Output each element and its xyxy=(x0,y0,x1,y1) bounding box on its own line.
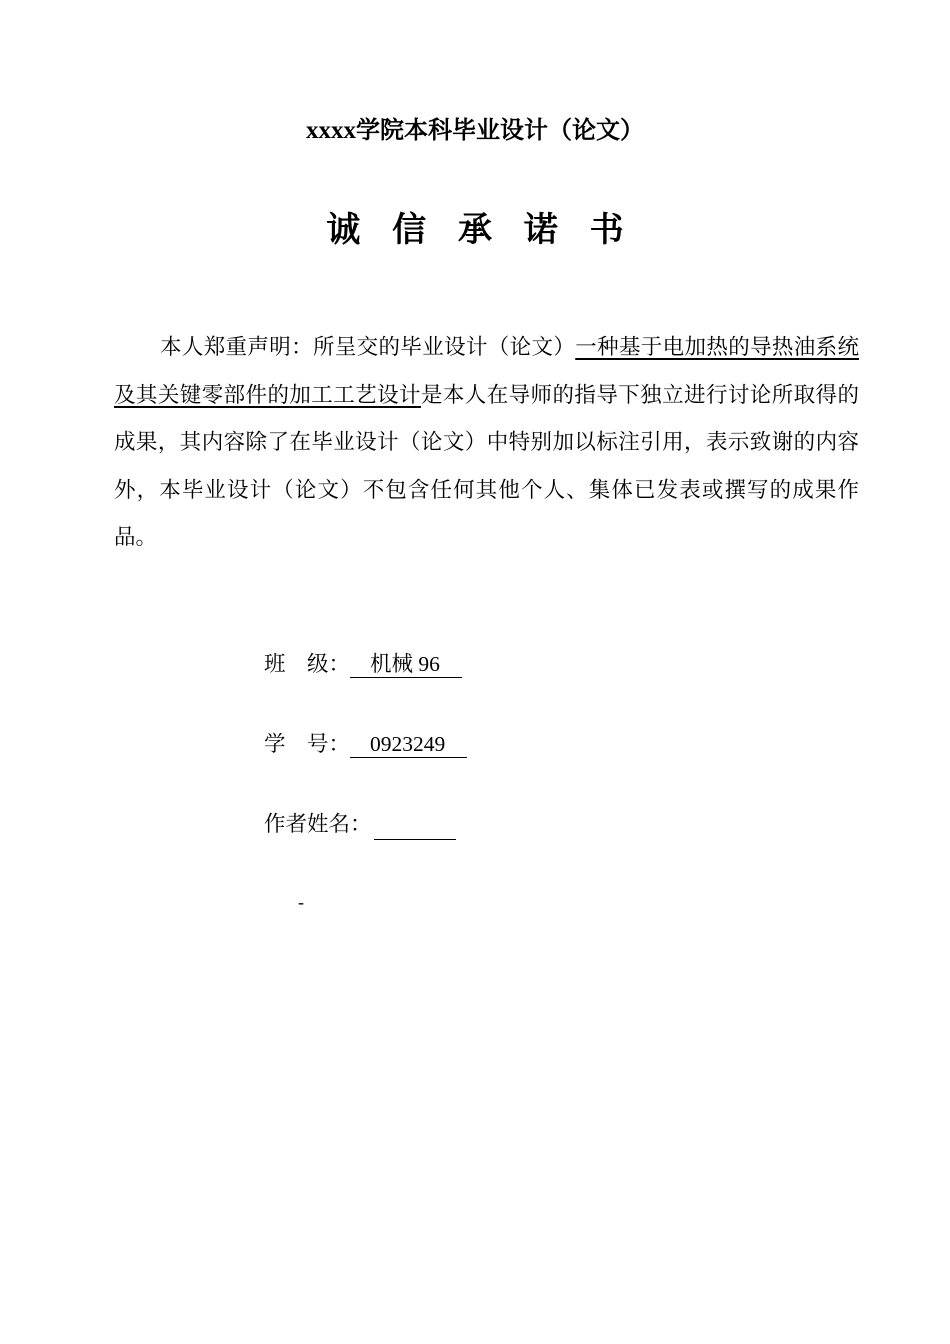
integrity-statement xyxy=(114,324,859,562)
college-header-title: 学院本科毕业设计（论文） xyxy=(356,116,644,144)
page-dash: - xyxy=(298,892,304,912)
class-field xyxy=(264,650,462,680)
thesis-title: 一种基于电加热的导热油系统及其关键零部件的加工工艺设计 xyxy=(114,335,859,408)
student-id-label: 学 号： xyxy=(264,732,351,757)
author-name-field xyxy=(264,810,456,840)
statement-body: 是本人在导师的指导下独立进行讨论所取得的成果，其内容除了在毕业设计（论文）中特别加以标注引用，表示致谢的内容外，本毕业设计（论文）不包含任何其他个人、集体已发表或撰写的成果作品。 xyxy=(114,382,859,550)
class-label: 班 级： xyxy=(264,652,351,677)
student-id-field xyxy=(264,730,467,760)
document-title: 诚 信 承 诺 书 xyxy=(326,210,634,250)
author-name-label: 作者姓名： xyxy=(264,812,372,837)
student-id-value: 0923249 xyxy=(350,731,467,758)
author-name-blank xyxy=(374,815,456,840)
college-name-placeholder: xxxx xyxy=(306,117,356,144)
college-header xyxy=(0,112,950,149)
statement-intro: 本人郑重声明：所呈交的毕业设计（论文） xyxy=(160,335,576,360)
class-value: 机械 96 xyxy=(350,651,462,678)
